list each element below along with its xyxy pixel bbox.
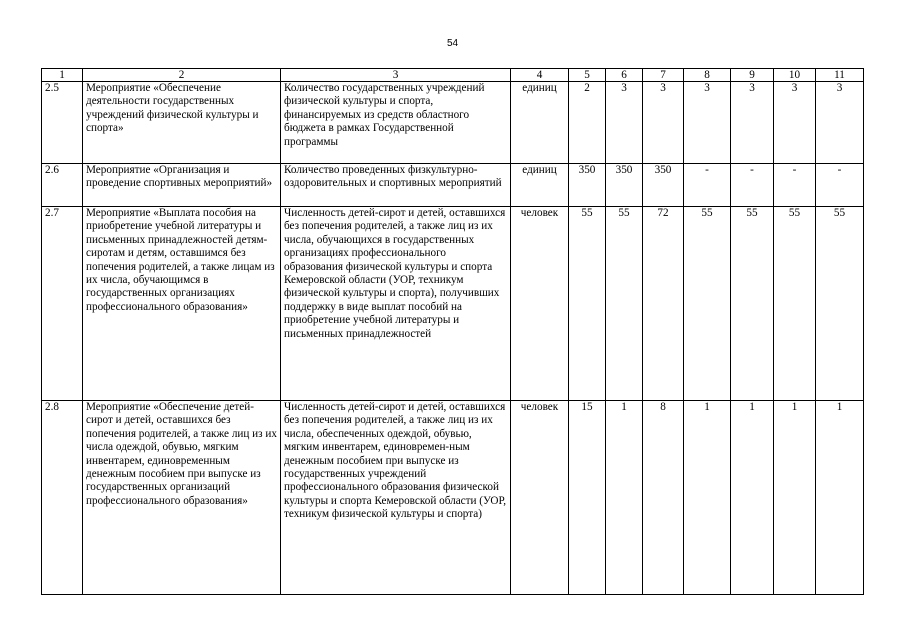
column-number-cell: 3 bbox=[281, 69, 511, 82]
row-number-cell: 2.5 bbox=[42, 82, 83, 164]
value-cell: 55 bbox=[731, 207, 774, 401]
indicator-cell: Численность детей-сирот и детей, оставшихся без попечения родителей, а также лиц из их числа, обучающихся в государственных организациях профессионального образования физической культуры и спорта Кемеровской области (УОР, техникум физической культуры и спорта), получивших поддержку в виде выплат пособий на приобретение учебной литературы и письменных принадлежностей bbox=[281, 207, 511, 401]
event-cell: Мероприятие «Организация и проведение спортивных мероприятий» bbox=[83, 164, 281, 207]
table-row bbox=[42, 164, 864, 207]
value-cell: 1 bbox=[684, 401, 731, 595]
column-number-cell: 7 bbox=[643, 69, 684, 82]
column-number-cell: 1 bbox=[42, 69, 83, 82]
column-number-cell: 6 bbox=[606, 69, 643, 82]
value-cell: 3 bbox=[774, 82, 816, 164]
value-cell: 15 bbox=[569, 401, 606, 595]
value-cell: 1 bbox=[774, 401, 816, 595]
value-cell: - bbox=[816, 164, 864, 207]
column-number-cell: 9 bbox=[731, 69, 774, 82]
value-cell: 3 bbox=[816, 82, 864, 164]
column-number-cell: 4 bbox=[511, 69, 569, 82]
value-cell: 3 bbox=[643, 82, 684, 164]
value-cell: 350 bbox=[606, 164, 643, 207]
value-cell: 350 bbox=[643, 164, 684, 207]
value-cell: 3 bbox=[606, 82, 643, 164]
column-number-cell: 10 bbox=[774, 69, 816, 82]
value-cell: - bbox=[684, 164, 731, 207]
value-cell: 3 bbox=[731, 82, 774, 164]
value-cell: 1 bbox=[606, 401, 643, 595]
column-number-cell: 5 bbox=[569, 69, 606, 82]
table-row bbox=[42, 82, 864, 164]
value-cell: 350 bbox=[569, 164, 606, 207]
value-cell: - bbox=[731, 164, 774, 207]
value-cell: - bbox=[774, 164, 816, 207]
indicator-cell: Численность детей-сирот и детей, оставшихся без попечения родителей, а также лиц из их числа, обеспеченных одеждой, обувью, мягким инвентарем, единовремен-ным денежным пособием при выпуске из государственных учреждений профессионального образования физической культуры и спорта Кемеровской области (УОР, техникум физической культуры и спорта) bbox=[281, 401, 511, 595]
indicator-cell: Количество государственных учреждений физической культуры и спорта, финансируемых из средств областного бюджета в рамках Государственной программы bbox=[281, 82, 511, 164]
value-cell: 2 bbox=[569, 82, 606, 164]
value-cell: 1 bbox=[816, 401, 864, 595]
table-row bbox=[42, 207, 864, 401]
value-cell: 55 bbox=[816, 207, 864, 401]
row-number-cell: 2.6 bbox=[42, 164, 83, 207]
table-row bbox=[42, 401, 864, 595]
indicator-cell: Количество проведенных физкультурно-оздоровительных и спортивных мероприятий bbox=[281, 164, 511, 207]
row-number-cell: 2.8 bbox=[42, 401, 83, 595]
event-cell: Мероприятие «Выплата пособия на приобретение учебной литературы и письменных принадлежностей детям-сиротам и детям, оставшимся без попечения родителей, а также лицам из их числа, обучающимся в государственных организациях профессионального образования» bbox=[83, 207, 281, 401]
value-cell: 55 bbox=[569, 207, 606, 401]
value-cell: 72 bbox=[643, 207, 684, 401]
value-cell: 3 bbox=[684, 82, 731, 164]
page-number: 54 bbox=[446, 38, 459, 49]
value-cell: 55 bbox=[606, 207, 643, 401]
event-cell: Мероприятие «Обеспечение детей-сирот и детей, оставшихся без попечения родителей, а также лиц из их числа одеждой, обувью, мягким инвентарем, единовременным денежным пособием при выпуске из государственных организаций профессионального образования» bbox=[83, 401, 281, 595]
unit-cell: единиц bbox=[511, 164, 569, 207]
indicators-table bbox=[41, 68, 864, 595]
value-cell: 8 bbox=[643, 401, 684, 595]
event-cell: Мероприятие «Обеспечение деятельности государственных учреждений физической культуры и спорта» bbox=[83, 82, 281, 164]
value-cell: 55 bbox=[774, 207, 816, 401]
row-number-cell: 2.7 bbox=[42, 207, 83, 401]
table-header-row bbox=[42, 69, 864, 82]
value-cell: 1 bbox=[731, 401, 774, 595]
column-number-cell: 8 bbox=[684, 69, 731, 82]
column-number-cell: 11 bbox=[816, 69, 864, 82]
unit-cell: человек bbox=[511, 207, 569, 401]
value-cell: 55 bbox=[684, 207, 731, 401]
unit-cell: человек bbox=[511, 401, 569, 595]
column-number-cell: 2 bbox=[83, 69, 281, 82]
unit-cell: единиц bbox=[511, 82, 569, 164]
